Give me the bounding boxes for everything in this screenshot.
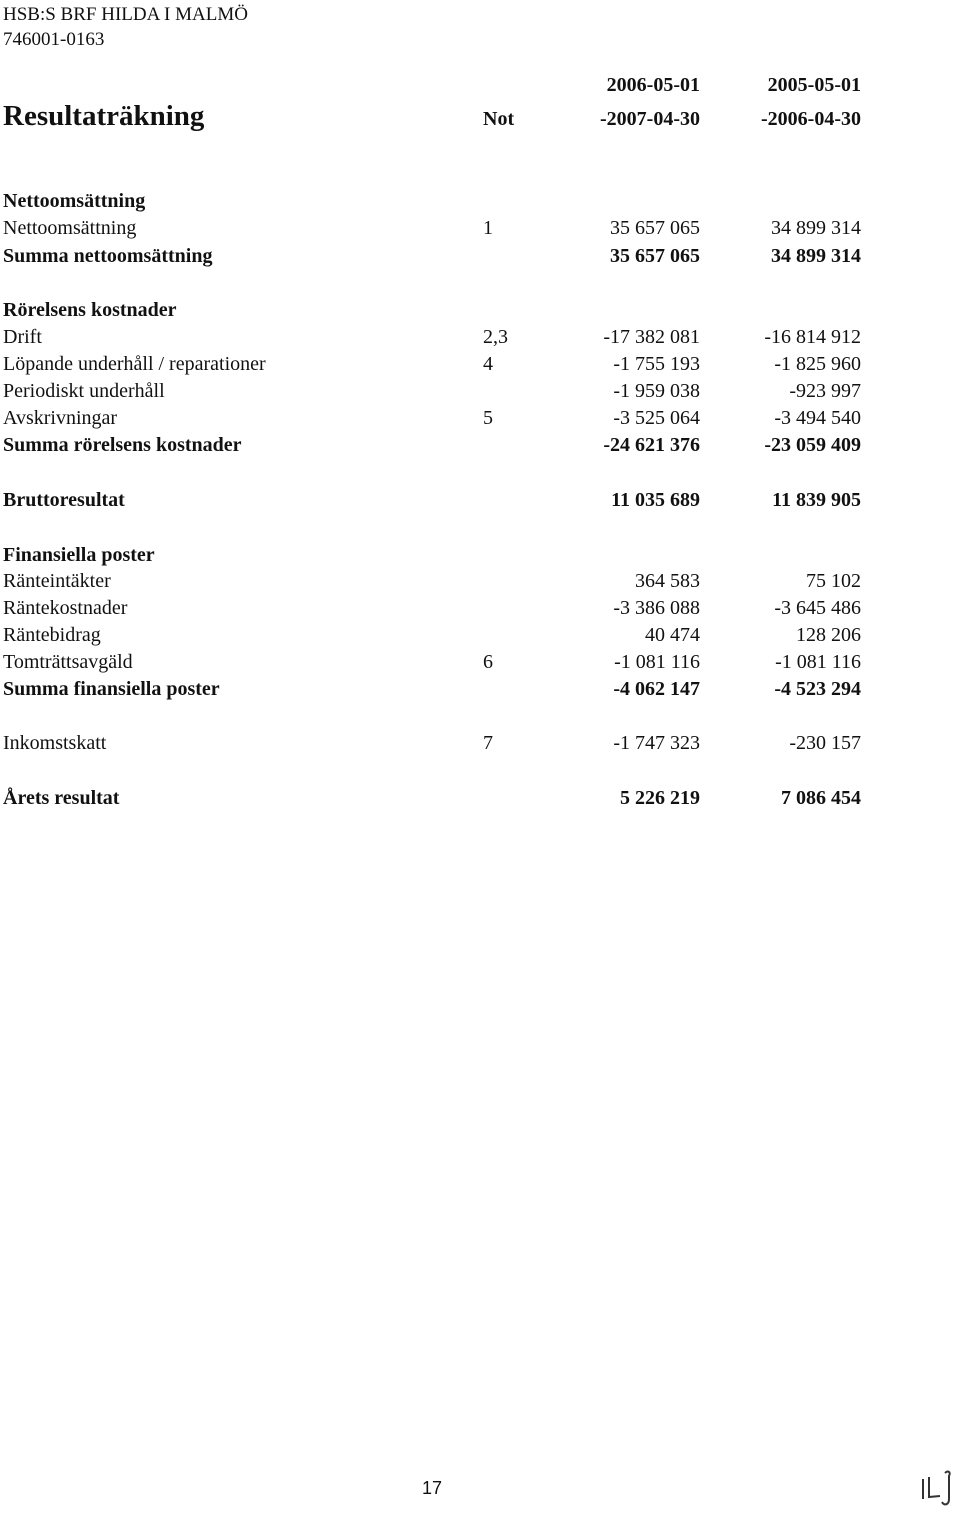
row-value-current: -17 382 081: [603, 326, 700, 348]
table-row: [0, 622, 960, 648]
row-label: Tomträttsavgäld: [3, 651, 133, 673]
row-note: 7: [483, 732, 493, 754]
row-label: Summa finansiella poster: [3, 678, 220, 700]
table-row: [0, 297, 960, 323]
row-value-previous: 11 839 905: [772, 489, 861, 511]
row-value-previous: -923 997: [789, 380, 861, 402]
handwritten-initials-icon: [914, 1465, 954, 1511]
row-value-current: -1 959 038: [613, 380, 700, 402]
table-row: [0, 215, 960, 241]
table-row: [0, 243, 960, 269]
row-value-current: 5 226 219: [620, 787, 700, 809]
row-value-current: 40 474: [645, 624, 700, 646]
row-value-previous: -230 157: [789, 732, 861, 754]
row-value-previous: -1 081 116: [775, 651, 861, 673]
row-value-previous: -23 059 409: [764, 434, 861, 456]
period1-start-header: 2006-05-01: [606, 74, 700, 96]
row-value-previous: 7 086 454: [781, 787, 861, 809]
row-label: Summa nettoomsättning: [3, 245, 213, 267]
row-value-current: -1 747 323: [613, 732, 700, 754]
row-value-current: 35 657 065: [610, 245, 700, 267]
row-label: Nettoomsättning: [3, 217, 137, 239]
row-value-current: -3 525 064: [613, 407, 700, 429]
row-label: Rörelsens kostnader: [3, 299, 177, 321]
row-label: Årets resultat: [3, 787, 120, 809]
organization-name: HSB:S BRF HILDA I MALMÖ: [3, 4, 248, 25]
table-row: [0, 649, 960, 675]
table-row: [0, 378, 960, 404]
row-label: Drift: [3, 326, 42, 348]
row-label: Räntebidrag: [3, 624, 101, 646]
row-value-current: -24 621 376: [603, 434, 700, 456]
row-value-current: -1 081 116: [614, 651, 700, 673]
organization-number: 746001-0163: [3, 29, 105, 50]
row-label: Avskrivningar: [3, 407, 118, 429]
row-value-previous: 128 206: [796, 624, 861, 646]
row-value-previous: 34 899 314: [771, 245, 861, 267]
period2-end-header: -2006-04-30: [761, 108, 861, 130]
page-number: 17: [421, 1478, 443, 1498]
row-value-current: -4 062 147: [613, 678, 700, 700]
row-value-previous: 75 102: [806, 570, 861, 592]
table-row: [0, 676, 960, 702]
row-label: Periodiskt underhåll: [3, 380, 165, 402]
row-label: Ränteintäkter: [3, 570, 111, 592]
table-row: [0, 324, 960, 350]
table-row: [0, 487, 960, 513]
row-label: Inkomstskatt: [3, 732, 107, 754]
row-value-previous: -3 494 540: [774, 407, 861, 429]
row-value-current: 11 035 689: [611, 489, 700, 511]
table-row: [0, 730, 960, 756]
table-row: [0, 405, 960, 431]
row-value-previous: 34 899 314: [771, 217, 861, 239]
table-row: [0, 595, 960, 621]
table-row: [0, 432, 960, 458]
row-label: Löpande underhåll / reparationer: [3, 353, 266, 375]
row-note: 4: [483, 353, 493, 375]
table-row: [0, 188, 960, 214]
row-note: 1: [483, 217, 493, 239]
row-value-current: -1 755 193: [613, 353, 700, 375]
table-row: [0, 351, 960, 377]
row-label: Bruttoresultat: [3, 489, 125, 511]
row-note: 6: [483, 651, 493, 673]
row-label: Räntekostnader: [3, 597, 128, 619]
table-row: [0, 542, 960, 568]
period2-start-header: 2005-05-01: [767, 74, 861, 96]
row-value-current: 364 583: [635, 570, 700, 592]
table-row: [0, 568, 960, 594]
row-value-previous: -1 825 960: [774, 353, 861, 375]
row-value-current: -3 386 088: [613, 597, 700, 619]
row-note: 2,3: [483, 326, 508, 348]
table-row: [0, 785, 960, 811]
note-column-header: Not: [483, 108, 515, 130]
page-title: Resultaträkning: [3, 100, 205, 132]
row-label: Summa rörelsens kostnader: [3, 434, 242, 456]
row-label: Finansiella poster: [3, 544, 155, 566]
row-value-previous: -4 523 294: [774, 678, 861, 700]
row-value-previous: -3 645 486: [774, 597, 861, 619]
row-value-current: 35 657 065: [610, 217, 700, 239]
row-label: Nettoomsättning: [3, 190, 146, 212]
row-value-previous: -16 814 912: [764, 326, 861, 348]
period1-end-header: -2007-04-30: [600, 108, 700, 130]
row-note: 5: [483, 407, 493, 429]
